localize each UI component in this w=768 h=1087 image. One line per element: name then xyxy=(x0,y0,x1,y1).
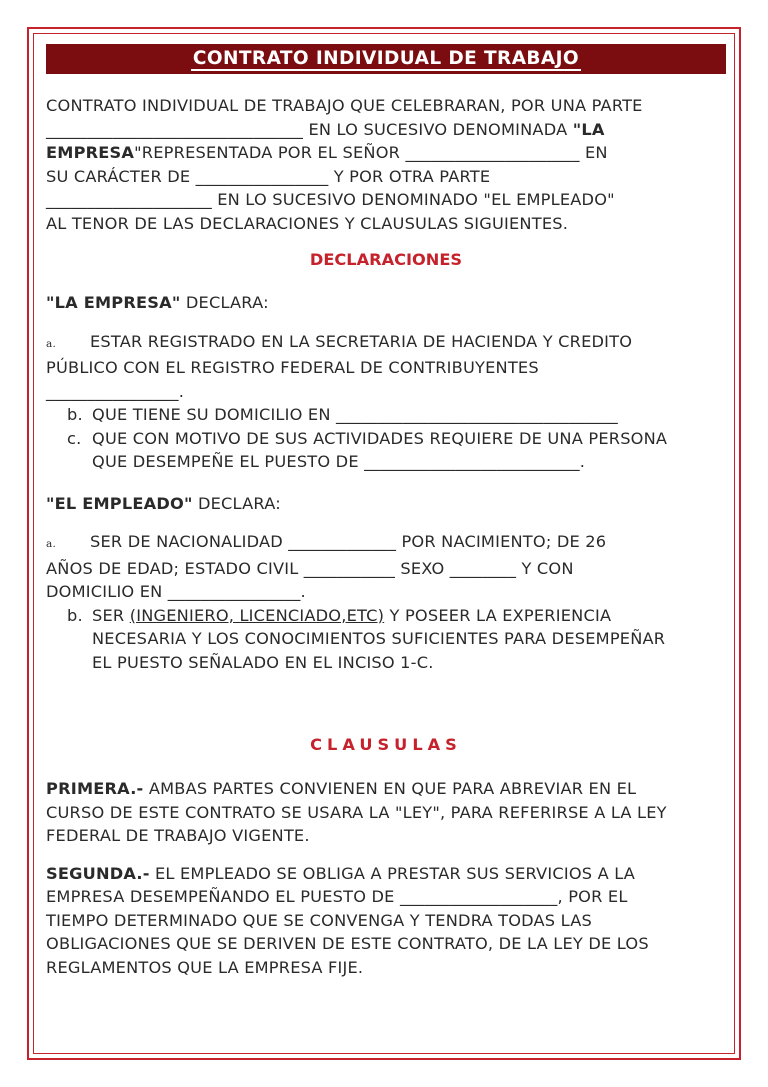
list-marker: a. xyxy=(46,538,56,550)
intro-line: ____________________ EN LO SUCESIVO DENOMINADO "EL EMPLEADO" xyxy=(46,190,615,209)
intro-line: _______________________________ EN LO SUCESIVO DENOMINADA "LA xyxy=(46,119,605,139)
intro-line: EMPRESA"REPRESENTADA POR EL SEÑOR _____________________ EN xyxy=(46,143,608,162)
list-marker: b. xyxy=(67,405,83,424)
document-title: CONTRATO INDIVIDUAL DE TRABAJO xyxy=(192,48,580,69)
title-bar xyxy=(46,44,726,74)
intro-line: CONTRATO INDIVIDUAL DE TRABAJO QUE CELEBRARAN, POR UNA PARTE xyxy=(46,96,643,115)
intro-paragraph xyxy=(46,94,726,235)
clausula-segunda: SEGUNDA.- EL EMPLEADO SE OBLIGA A PRESTAR SUS SERVICIOS A LA EMPRESA DESEMPEÑANDO EL PUESTO DE ___________________, POR EL TIEMPO DETERMINADO QUE SE CONVENGA Y TENDRA TODAS LAS OBLIGACIONES QUE SE DERIVEN DE ESTE CONTRATO, DE LA LEY DE LOS REGLAMENTOS QUE LA EMPRESA FIJE. xyxy=(46,863,649,977)
declaraciones-heading: DECLARACIONES xyxy=(309,250,463,269)
list-marker: b. xyxy=(67,605,83,625)
empleado-declara: "EL EMPLEADO" DECLARA: xyxy=(46,493,281,513)
empresa-declara: "LA EMPRESA" DECLARA: xyxy=(46,293,269,312)
list-marker: a. xyxy=(46,337,56,350)
intro-line: AL TENOR DE LAS DECLARACIONES Y CLAUSULAS SIGUIENTES. xyxy=(46,213,569,233)
clausula-primera: PRIMERA.- AMBAS PARTES CONVIENEN EN QUE PARA ABREVIAR EN EL CURSO DE ESTE CONTRATO SE USARA LA "LEY", PARA REFERIRSE A LA LEY FEDERAL DE TRABAJO VIGENTE. xyxy=(46,779,667,845)
empresa-item-b: b. QUE TIENE SU DOMICILIO EN __________________________________ xyxy=(46,403,726,427)
document-body xyxy=(46,44,726,979)
empresa-item-a: a. ESTAR REGISTRADO EN LA SECRETARIA DE HACIENDA Y CREDITO PÚBLICO CON EL REGISTRO FEDERAL DE CONTRIBUYENTES ________________. xyxy=(46,331,633,401)
clausulas-heading: CLAUSULAS xyxy=(310,735,462,754)
intro-line: SU CARÁCTER DE ________________ Y POR OTRA PARTE xyxy=(46,166,491,186)
list-marker: c. xyxy=(67,428,82,448)
empleado-item-b: b. SER (INGENIERO, LICENCIADO,ETC) Y POSEER LA EXPERIENCIA NECESARIA Y LOS CONOCIMIENTOS SUFICIENTES PARA DESEMPEÑAR EL PUESTO SEÑALADO EN EL INCISO 1-C. xyxy=(67,605,666,672)
empleado-item-a: a. SER DE NACIONALIDAD _____________ POR NACIMIENTO; DE 26 AÑOS DE EDAD; ESTADO CIVIL ___________ SEXO ________ Y CON DOMICILIO EN ________________. xyxy=(46,532,607,601)
empresa-item-c: c. QUE CON MOTIVO DE SUS ACTIVIDADES REQUIERE DE UNA PERSONA QUE DESEMPEÑE EL PUESTO DE __________________________. xyxy=(67,428,668,471)
